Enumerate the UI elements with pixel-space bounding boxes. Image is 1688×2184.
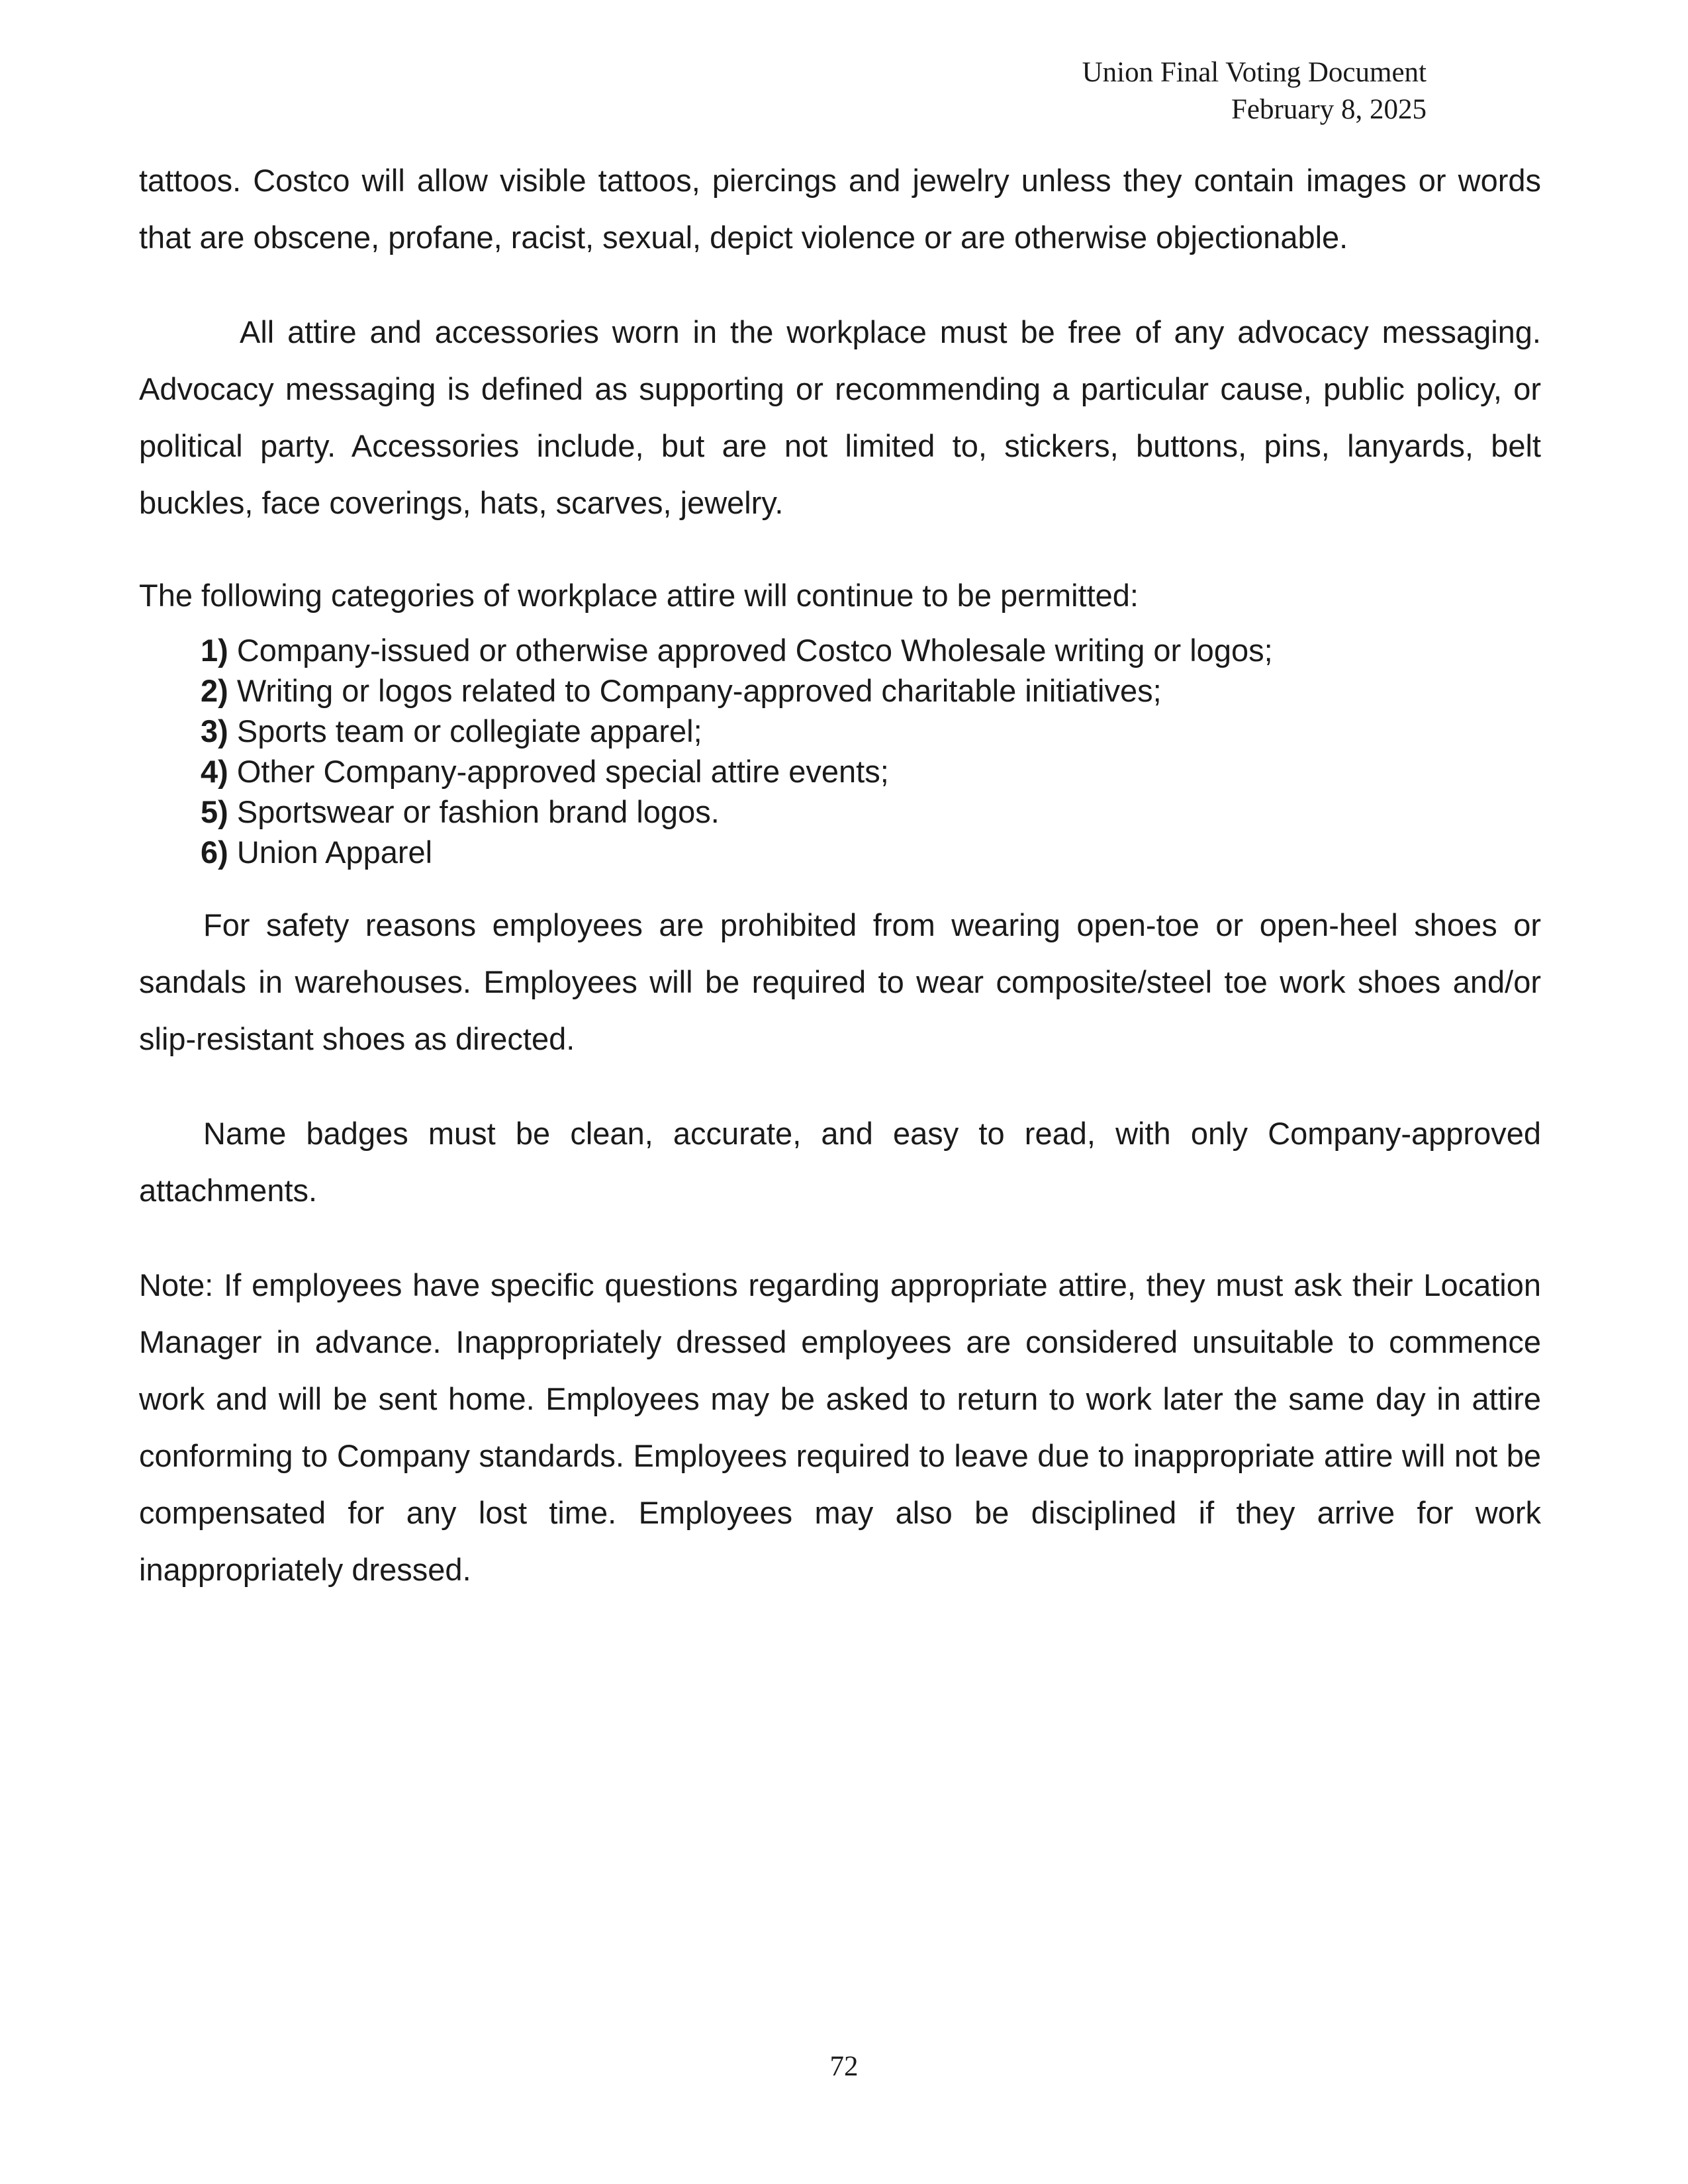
badges-paragraph: Name badges must be clean, accurate, and easy to read, with only Company-approved attachments. [139,1116,1541,1208]
list-item [201,832,1273,872]
header-title: Union Final Voting Document [1082,57,1427,88]
header-date: February 8, 2025 [1231,94,1427,125]
safety-paragraph-block [139,897,1541,1068]
permitted-intro-block [139,567,1541,624]
list-item-number: 6) [201,835,228,870]
list-item [201,630,1273,670]
list-item-text: Union Apparel [236,835,433,870]
list-item-number: 4) [201,754,228,789]
advocacy-paragraph: All attire and accessories worn in the workplace must be free of any advocacy messaging. Advocacy messaging is defined as supporting or recommending a particular cause, public policy, or political party. Accessories include, but are not limited to, stickers, buttons, pins, lanyards, belt buckles, face coverings, hats, scarves, jewelry. [139,314,1541,520]
list-item-text: Other Company-approved special attire events; [236,754,889,789]
list-item-number: 1) [201,633,228,668]
list-item-number: 2) [201,673,228,708]
permitted-attire-list [201,630,1273,872]
tattoos-paragraph: tattoos. Costco will allow visible tattoos, piercings and jewelry unless they contain images or words that are obscene, profane, racist, sexual, depict violence or are otherwise objectionable. [139,163,1541,255]
permitted-intro: The following categories of workplace attire will continue to be permitted: [139,578,1139,613]
list-item-text: Sportswear or fashion brand logos. [236,794,720,829]
list-item [201,751,1273,792]
advocacy-paragraph-block [139,304,1541,531]
list-item-text: Sports team or collegiate apparel; [236,713,702,749]
list-item-text: Company-issued or otherwise approved Costco Wholesale writing or logos; [236,633,1273,668]
document-header [1082,54,1427,128]
list-item-number: 3) [201,713,228,749]
badges-paragraph-block [139,1105,1541,1219]
list-item [201,670,1273,711]
list-item-number: 5) [201,794,228,829]
safety-paragraph: For safety reasons employees are prohibited from wearing open-toe or open-heel shoes or sandals in warehouses. Employees will be required to wear composite/steel toe work shoes and/or slip-resistant shoes as directed. [139,907,1541,1056]
list-item [201,711,1273,751]
page-number: 72 [829,2051,859,2082]
tattoos-paragraph-block [139,152,1541,266]
list-item-text: Writing or logos related to Company-approved charitable initiatives; [236,673,1162,708]
list-item [201,792,1273,832]
note-paragraph-block [139,1257,1541,1598]
note-paragraph: Note: If employees have specific questions regarding appropriate attire, they must ask their Location Manager in advance. Inappropriately dressed employees are considered unsuitable to commence work and will be sent home. Employees may be asked to return to work later the same day in attire conforming to Company standards. Employees required to leave due to inappropriate attire will not be compensated for any lost time. Employees may also be disciplined if they arrive for work inappropriately dressed. [139,1267,1541,1587]
